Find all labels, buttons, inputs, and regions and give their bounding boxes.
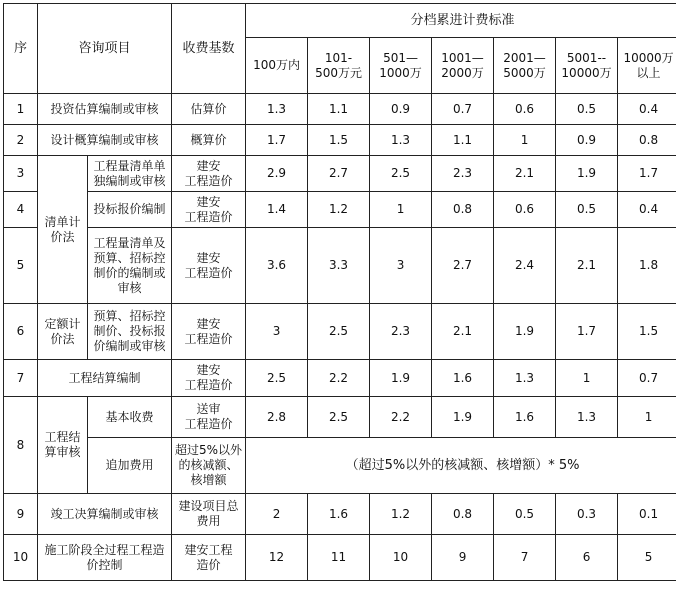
value-cell: 0.1	[618, 494, 676, 535]
value-cell: 3	[246, 304, 308, 360]
header-base: 收费基数	[172, 4, 246, 94]
value-cell: 2.8	[246, 397, 308, 438]
row-base: 超过5%以外 的核减额、 核增额	[172, 438, 246, 494]
value-cell: 0.4	[618, 94, 676, 125]
value-cell: 7	[494, 535, 556, 581]
tier-header: 2001— 5000万	[494, 38, 556, 94]
value-cell: 1.3	[246, 94, 308, 125]
row-number: 4	[4, 192, 38, 228]
value-cell: 6	[556, 535, 618, 581]
value-cell: 0.4	[618, 192, 676, 228]
table-row	[4, 156, 676, 192]
value-cell: 2.1	[556, 228, 618, 304]
value-cell: 1.7	[618, 156, 676, 192]
group-jiesuan-shenhe: 工程结 算审核	[38, 397, 88, 494]
value-cell: 1.9	[556, 156, 618, 192]
header-seq: 序	[4, 4, 38, 94]
row-number: 8	[4, 397, 38, 494]
value-cell: 5	[618, 535, 676, 581]
value-cell: 3.6	[246, 228, 308, 304]
tier-header: 1001— 2000万	[432, 38, 494, 94]
value-cell: 2	[246, 494, 308, 535]
table-row	[4, 535, 676, 581]
value-cell: 2.3	[370, 304, 432, 360]
merged-formula-cell: （超过5%以外的核减额、核增额）* 5%	[246, 438, 676, 494]
value-cell: 1.8	[618, 228, 676, 304]
value-cell: 3	[370, 228, 432, 304]
value-cell: 1.2	[308, 192, 370, 228]
value-cell: 2.1	[432, 304, 494, 360]
row-base: 估算价	[172, 94, 246, 125]
row-base: 建安 工程造价	[172, 228, 246, 304]
row-number: 10	[4, 535, 38, 581]
value-cell: 2.9	[246, 156, 308, 192]
table-row	[4, 397, 676, 438]
row-item: 工程量清单及 预算、招标控 制价的编制或 审核	[88, 228, 172, 304]
group-dinge: 定额计 价法	[38, 304, 88, 360]
value-cell: 1.3	[370, 125, 432, 156]
row-item: 投资估算编制或审核	[38, 94, 172, 125]
value-cell: 1.7	[246, 125, 308, 156]
value-cell: 2.2	[308, 360, 370, 397]
value-cell: 0.9	[370, 94, 432, 125]
value-cell: 2.3	[432, 156, 494, 192]
row-item: 工程结算编制	[38, 360, 172, 397]
tier-header: 10000万 以上	[618, 38, 676, 94]
value-cell: 2.5	[308, 304, 370, 360]
row-item: 设计概算编制或审核	[38, 125, 172, 156]
value-cell: 1.9	[432, 397, 494, 438]
row-item: 施工阶段全过程工程造 价控制	[38, 535, 172, 581]
value-cell: 2.5	[370, 156, 432, 192]
value-cell: 1.5	[618, 304, 676, 360]
table-row	[4, 438, 676, 494]
value-cell: 0.8	[618, 125, 676, 156]
value-cell: 2.5	[246, 360, 308, 397]
header-tier-title: 分档累进计费标准	[246, 4, 676, 38]
group-qingdan: 清单计 价法	[38, 156, 88, 304]
value-cell: 1.3	[494, 360, 556, 397]
value-cell: 1.6	[494, 397, 556, 438]
row-number: 9	[4, 494, 38, 535]
value-cell: 1	[370, 192, 432, 228]
value-cell: 1.5	[308, 125, 370, 156]
row-number: 5	[4, 228, 38, 304]
fee-schedule-table	[3, 3, 676, 581]
value-cell: 1.1	[308, 94, 370, 125]
value-cell: 9	[432, 535, 494, 581]
value-cell: 0.7	[618, 360, 676, 397]
row-base: 概算价	[172, 125, 246, 156]
value-cell: 0.6	[494, 192, 556, 228]
table-row	[4, 304, 676, 360]
value-cell: 2.7	[308, 156, 370, 192]
row-base: 建安 工程造价	[172, 192, 246, 228]
row-base: 送审 工程造价	[172, 397, 246, 438]
value-cell: 0.3	[556, 494, 618, 535]
row-number: 6	[4, 304, 38, 360]
value-cell: 2.5	[308, 397, 370, 438]
row-number: 7	[4, 360, 38, 397]
value-cell: 0.8	[432, 494, 494, 535]
value-cell: 1.9	[494, 304, 556, 360]
value-cell: 1.2	[370, 494, 432, 535]
value-cell: 1.1	[432, 125, 494, 156]
value-cell: 2.7	[432, 228, 494, 304]
tier-header: 5001-- 10000万	[556, 38, 618, 94]
table-row	[4, 494, 676, 535]
row-base: 建安 工程造价	[172, 304, 246, 360]
value-cell: 1.4	[246, 192, 308, 228]
row-item: 预算、招标控 制价、投标报 价编制或审核	[88, 304, 172, 360]
value-cell: 1.6	[308, 494, 370, 535]
value-cell: 1	[618, 397, 676, 438]
tier-header: 101- 500万元	[308, 38, 370, 94]
value-cell: 1.7	[556, 304, 618, 360]
value-cell: 0.9	[556, 125, 618, 156]
value-cell: 0.6	[494, 94, 556, 125]
row-number: 3	[4, 156, 38, 192]
row-number: 1	[4, 94, 38, 125]
row-item: 竣工决算编制或审核	[38, 494, 172, 535]
value-cell: 2.1	[494, 156, 556, 192]
table-row	[4, 360, 676, 397]
row-base: 建安 工程造价	[172, 360, 246, 397]
value-cell: 3.3	[308, 228, 370, 304]
row-number: 2	[4, 125, 38, 156]
table-row	[4, 192, 676, 228]
value-cell: 10	[370, 535, 432, 581]
row-item: 追加费用	[88, 438, 172, 494]
value-cell: 0.8	[432, 192, 494, 228]
tier-header: 100万内	[246, 38, 308, 94]
row-item: 基本收费	[88, 397, 172, 438]
value-cell: 1	[556, 360, 618, 397]
value-cell: 0.5	[556, 192, 618, 228]
value-cell: 0.5	[556, 94, 618, 125]
value-cell: 12	[246, 535, 308, 581]
value-cell: 11	[308, 535, 370, 581]
value-cell: 2.4	[494, 228, 556, 304]
row-item: 工程量清单单 独编制或审核	[88, 156, 172, 192]
table-row	[4, 94, 676, 125]
value-cell: 0.5	[494, 494, 556, 535]
header-item: 咨询项目	[38, 4, 172, 94]
table-row	[4, 125, 676, 156]
value-cell: 1.6	[432, 360, 494, 397]
row-base: 建设项目总 费用	[172, 494, 246, 535]
value-cell: 1.9	[370, 360, 432, 397]
tier-header: 501— 1000万	[370, 38, 432, 94]
value-cell: 2.2	[370, 397, 432, 438]
value-cell: 0.7	[432, 94, 494, 125]
row-item: 投标报价编制	[88, 192, 172, 228]
value-cell: 1	[494, 125, 556, 156]
table-row	[4, 228, 676, 304]
row-base: 建安工程 造价	[172, 535, 246, 581]
value-cell: 1.3	[556, 397, 618, 438]
row-base: 建安 工程造价	[172, 156, 246, 192]
